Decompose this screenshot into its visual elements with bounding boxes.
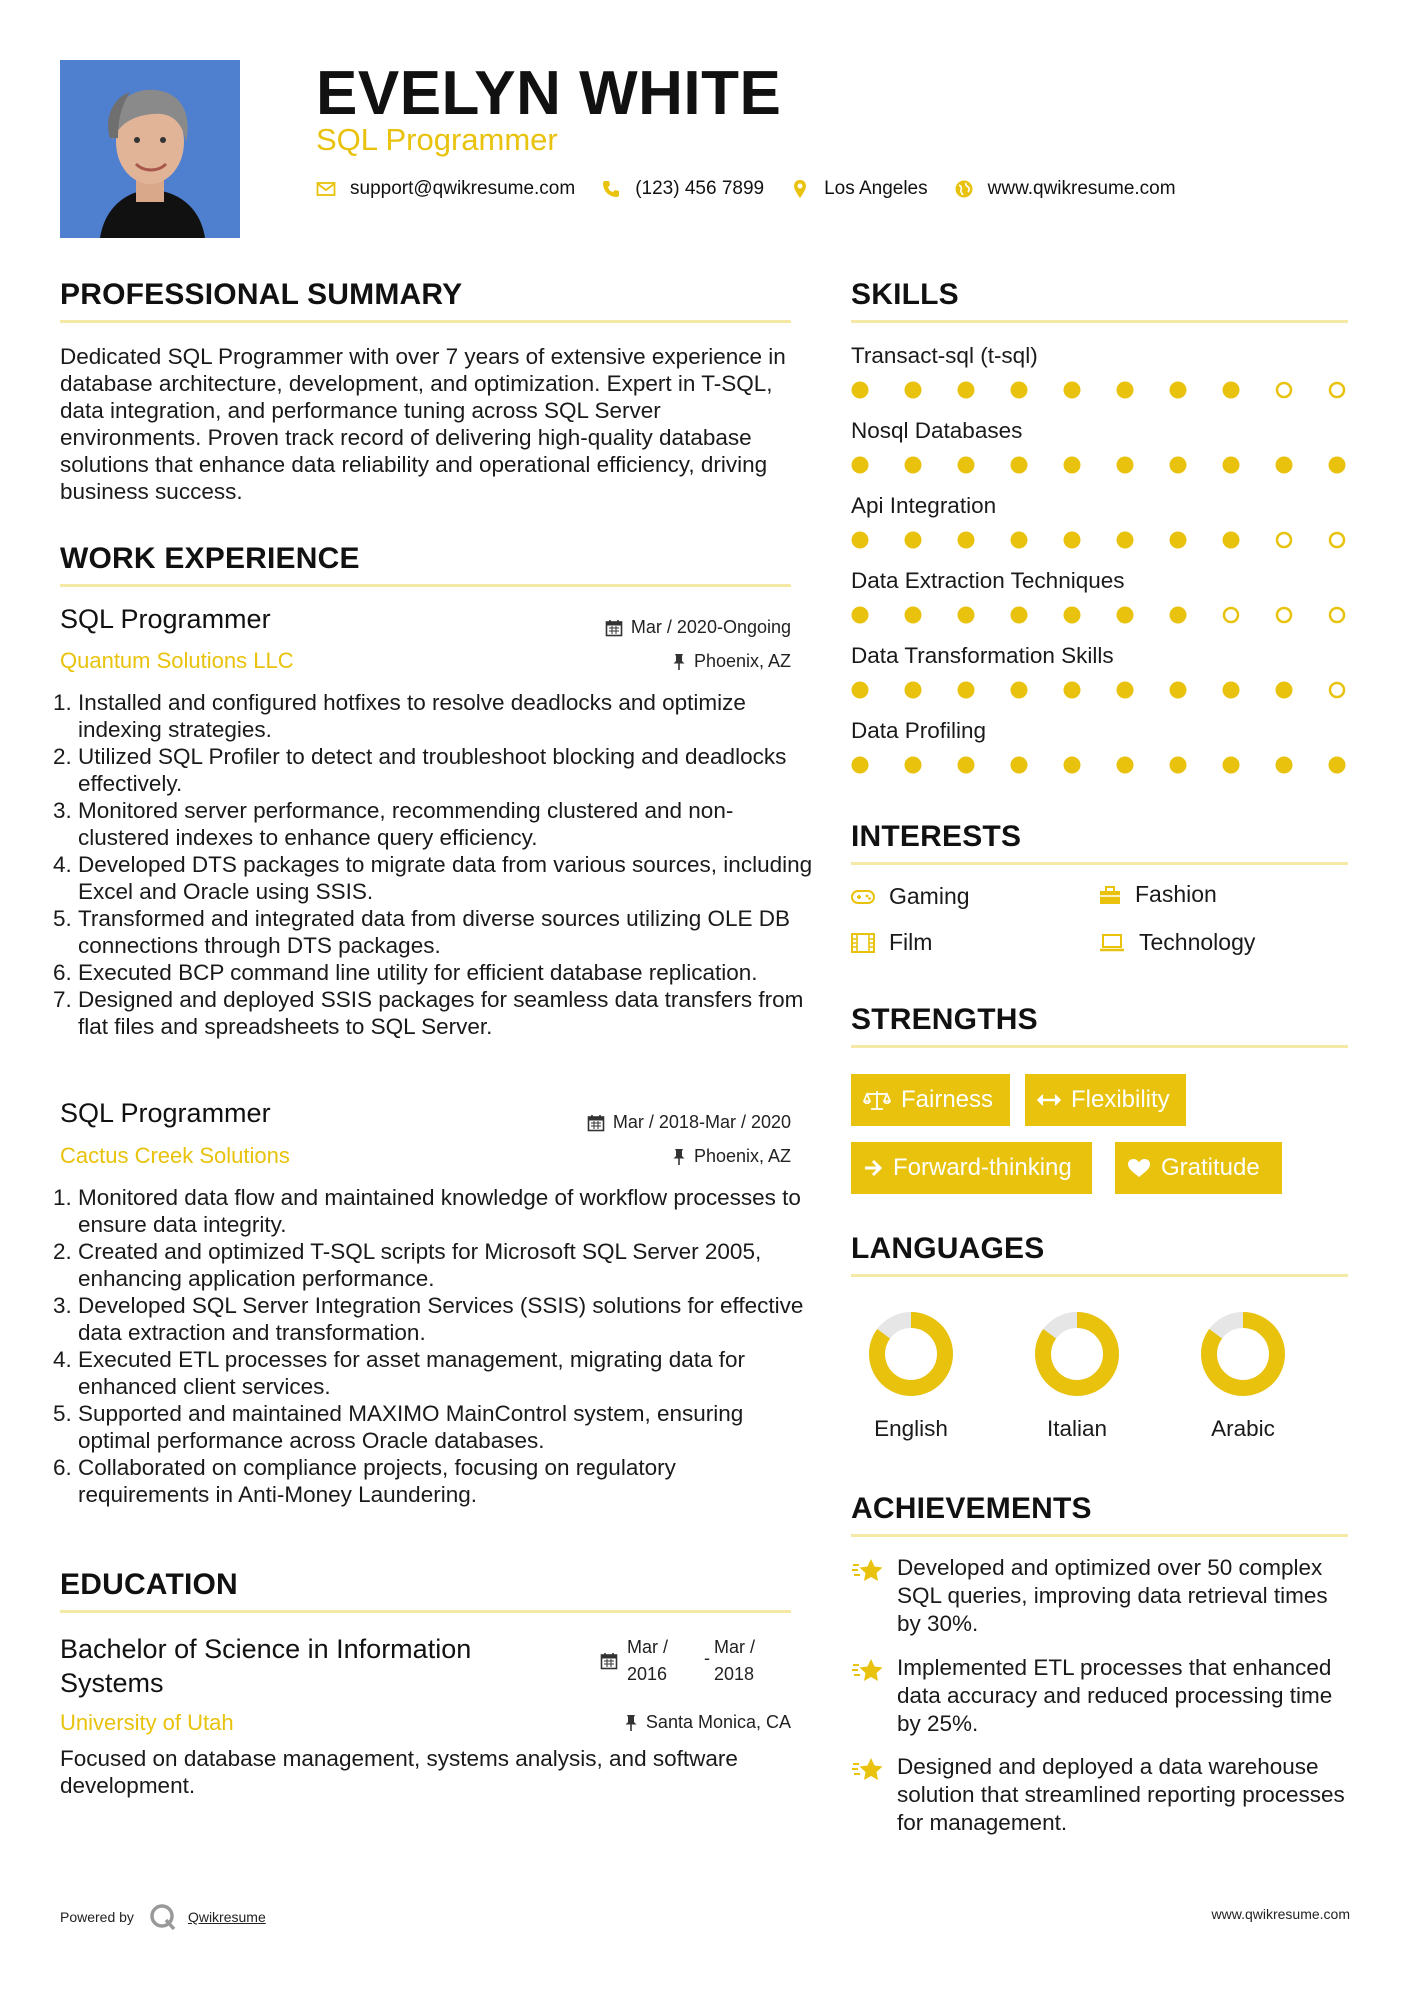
skill-dot-empty [1330,683,1344,697]
education-start-month: Mar / [627,1637,669,1657]
heart-icon [1127,1158,1151,1178]
contact-phone[interactable] [601,178,764,200]
skill-name: Nosql Databases [851,418,1023,443]
strength-label: Flexibility [1071,1086,1170,1113]
languages-heading: LANGUAGES [851,1232,1045,1265]
job-2-dates-text: Mar / 2018-Mar / 2020 [612,1112,791,1132]
skill-dot-filled [1117,682,1134,699]
language-gauge [1197,1308,1289,1400]
education-degree-line: Bachelor of Science in Information [60,1634,472,1664]
skill-rating [851,755,1349,775]
skill-dot-filled [852,607,869,624]
interests-heading: INTERESTS [851,820,1022,853]
interest-label: Gaming [889,883,970,909]
skills-heading: SKILLS [851,278,959,311]
skill-dot-filled [905,607,922,624]
contact-bar [316,178,1202,200]
education-degree-line: Systems [60,1668,164,1698]
skill-dot-empty [1330,383,1344,397]
skill-dot-filled [1276,757,1293,774]
skill-dot-filled [1329,757,1346,774]
skill-dot-filled [1011,457,1028,474]
skill-dot-filled [905,757,922,774]
summary-heading: PROFESSIONAL SUMMARY [60,278,463,311]
interests-divider [851,862,1348,865]
star-award-icon [851,1556,887,1586]
skill-dot-filled [1276,682,1293,699]
skill-dot-filled [905,682,922,699]
skill-dot-filled [958,532,975,549]
interest-label: Film [889,929,933,955]
skill-dot-filled [852,532,869,549]
globe-icon [954,179,974,199]
job-1-company: Quantum Solutions LLC [60,648,294,673]
summary-divider [60,320,791,323]
film-icon [851,933,875,953]
skill-dot-filled [958,757,975,774]
job-1-duties [60,689,813,1040]
strength-fairness [851,1074,1010,1126]
skill-dot-filled [1064,682,1081,699]
interest-fashion [1099,881,1217,908]
job-2-duty: 1. Monitored data flow and maintained knowledge of workflow processes to ensure data integrity. [78,1184,813,1238]
skill-dot-filled [1223,532,1240,549]
skill-dot-filled [1064,532,1081,549]
contact-website[interactable] [954,178,1176,200]
education-location-text: Santa Monica, CA [645,1712,791,1732]
education-school: University of Utah [60,1710,234,1735]
skill-name: Data Extraction Techniques [851,568,1125,593]
interest-gaming [851,883,970,910]
skill-dot-filled [1011,607,1028,624]
skill-dot-filled [1223,457,1240,474]
job-1-location [672,651,791,672]
candidate-title: SQL Programmer [316,122,558,157]
contact-email-text: support@qwikresume.com [350,178,576,199]
skill-dot-empty [1277,383,1291,397]
interest-label: Technology [1139,929,1256,955]
interest-label: Fashion [1135,881,1217,907]
skill-dot-filled [1064,757,1081,774]
skill-dot-filled [1117,607,1134,624]
education-start-date [627,1634,668,1688]
skill-dot-filled [1276,457,1293,474]
job-2-duty: 3. Developed SQL Server Integration Services (SSIS) solutions for effective data extraction and transformation. [78,1292,813,1346]
skill-dot-filled [905,532,922,549]
skill-dot-empty [1224,608,1238,622]
achievements-heading: ACHIEVEMENTS [851,1492,1092,1525]
skill-dot-filled [1170,457,1187,474]
summary-text: Dedicated SQL Programmer with over 7 years of extensive experience in database architecture, development, and optimization. Expert in T-SQL, data integration, and performance tuning across SQL Server environments. Proven track record of delivering high-quality database solutions that enhance data reliability and operational efficiency, driving business success. [60,344,786,504]
strength-label: Gratitude [1161,1154,1260,1181]
interest-technology [1099,929,1255,956]
job-2-role: SQL Programmer [60,1098,271,1128]
skill-rating [851,530,1349,550]
achievement-item [851,1753,1351,1837]
skill-dot-filled [958,382,975,399]
calendar-icon [587,1114,605,1132]
education-location [624,1712,791,1733]
skill-dot-filled [1170,607,1187,624]
pushpin-icon [672,1148,686,1166]
skill-dot-filled [852,757,869,774]
education-end-month: Mar / [714,1637,756,1657]
gamepad-icon [851,889,875,905]
laptop-icon [1099,933,1125,953]
candidate-name: EVELYN WHITE [316,59,782,128]
job-1-dates-text: Mar / 2020-Ongoing [630,617,791,637]
language-gauge [1031,1308,1123,1400]
skill-dot-filled [1170,382,1187,399]
skill-dot-empty [1277,533,1291,547]
skill-rating [851,680,1349,700]
arrows-horizontal-icon [1037,1093,1061,1107]
skill-rating [851,605,1349,625]
job-2-duties [60,1184,813,1508]
job-1-duty: 4. Developed DTS packages to migrate data from various sources, including Excel and Oracle using SSIS. [78,851,813,905]
skill-dot-filled [852,382,869,399]
achievement-text: Designed and deployed a data warehouse solution that streamlined reporting processes for management. [897,1754,1345,1835]
contact-phone-text: (123) 456 7899 [635,178,765,199]
achievement-item [851,1554,1351,1638]
language-name: Italian [1046,1416,1108,1441]
skill-dot-filled [1117,382,1134,399]
strengths-divider [851,1045,1348,1048]
job-1-duty: 7. Designed and deployed SSIS packages for seamless data transfers from flat files and spreadsheets to SQL Server. [78,986,813,1040]
job-2-dates [587,1112,791,1133]
job-1-role: SQL Programmer [60,604,271,634]
language-gauge [865,1308,957,1400]
skill-dot-empty [1330,533,1344,547]
skill-name: Data Transformation Skills [851,643,1114,668]
strength-label: Fairness [901,1086,994,1113]
skills-divider [851,320,1348,323]
skill-dot-filled [1011,532,1028,549]
education-degree [60,1632,580,1700]
arrow-right-icon [863,1159,883,1177]
skill-rating [851,455,1349,475]
interest-film [851,929,932,956]
job-2-duty: 6. Collaborated on compliance projects, focusing on regulatory requirements in Anti-Money Laundering. [78,1454,813,1508]
powered-by-label: Powered by [60,1909,134,1925]
job-2-duty: 5. Supported and maintained MAXIMO MainControl system, ensuring optimal performance across Oracle databases. [78,1400,813,1454]
footer-powered-by [60,1902,266,1932]
language-name: Arabic [1211,1416,1275,1441]
job-1-duty: 5. Transformed and integrated data from diverse sources utilizing OLE DB connections through DTS packages. [78,905,813,959]
strength-label: Forward-thinking [893,1154,1072,1181]
skill-dot-filled [905,382,922,399]
skill-name: Transact-sql (t-sql) [851,343,1038,368]
skill-name: Data Profiling [851,718,987,743]
phone-icon [601,179,621,199]
strength-forward-thinking [851,1142,1092,1194]
skill-dot-filled [1223,757,1240,774]
job-1-duty: 3. Monitored server performance, recommending clustered and non-clustered indexes to enhance query efficiency. [78,797,813,851]
star-award-icon [851,1656,887,1686]
languages-divider [851,1274,1348,1277]
skill-dot-filled [1064,382,1081,399]
skill-dot-filled [1117,757,1134,774]
contact-email[interactable] [316,178,575,200]
skill-dot-filled [1223,682,1240,699]
strength-gratitude [1115,1142,1282,1194]
contact-location [790,178,928,200]
education-text: Focused on database management, systems analysis, and software development. [60,1746,738,1798]
achievement-text: Developed and optimized over 50 complex SQL queries, improving data retrieval times by 30%. [897,1555,1328,1636]
footer-url[interactable]: www.qwikresume.com [1211,1906,1350,1922]
education-start-year: 2016 [627,1664,668,1684]
education-date-dash: - [704,1648,710,1668]
skill-dot-filled [1011,382,1028,399]
skill-dot-empty [1277,608,1291,622]
contact-website-text: www.qwikresume.com [987,178,1176,199]
education-divider [60,1610,791,1613]
skill-dot-filled [958,607,975,624]
contact-location-text: Los Angeles [824,178,928,199]
job-2-location [672,1146,791,1167]
skill-dot-filled [1170,757,1187,774]
job-1-dates [605,617,791,638]
skill-rating [851,380,1349,400]
location-icon [790,179,810,199]
briefcase-icon [1099,884,1121,906]
job-1-duty: 1. Installed and configured hotfixes to resolve deadlocks and optimize indexing strategies. [78,689,813,743]
job-2-company: Cactus Creek Solutions [60,1143,290,1168]
skill-dot-filled [958,682,975,699]
language-name: English [874,1416,948,1441]
job-2-location-text: Phoenix, AZ [693,1146,791,1166]
job-2-duty: 2. Created and optimized T-SQL scripts for Microsoft SQL Server 2005, enhancing application performance. [78,1238,813,1292]
qwikresume-logo-icon [148,1902,178,1932]
calendar-icon [605,619,623,637]
education-end-date [714,1634,755,1688]
skill-dot-filled [1064,607,1081,624]
skill-dot-filled [1117,532,1134,549]
balance-scale-icon [863,1089,891,1111]
education-heading: EDUCATION [60,1568,238,1601]
strength-flexibility [1025,1074,1186,1126]
skill-dot-empty [1330,608,1344,622]
skill-dot-filled [1064,457,1081,474]
skill-dot-filled [1170,682,1187,699]
achievements-divider [851,1534,1348,1537]
education-end-year: 2018 [714,1664,755,1684]
strengths-heading: STRENGTHS [851,1003,1038,1036]
skill-dot-filled [1011,682,1028,699]
pushpin-icon [672,653,686,671]
work-divider [60,584,791,587]
skill-dot-filled [958,457,975,474]
work-heading: WORK EXPERIENCE [60,542,360,575]
skill-dot-filled [1223,382,1240,399]
job-1-duty: 6. Executed BCP command line utility for efficient database replication. [78,959,813,986]
pushpin-icon [624,1714,638,1732]
qwikresume-link[interactable]: Qwikresume [187,1909,266,1925]
email-icon [316,179,336,199]
achievement-text: Implemented ETL processes that enhanced data accuracy and reduced processing time by 25%. [897,1655,1333,1736]
job-1-duty: 2. Utilized SQL Profiler to detect and troubleshoot blocking and deadlocks effectively. [78,743,813,797]
skill-dot-filled [852,457,869,474]
achievement-item [851,1654,1351,1738]
skill-name: Api Integration [851,493,997,518]
calendar-icon [600,1652,618,1670]
skill-dot-filled [1329,457,1346,474]
skill-dot-filled [1117,457,1134,474]
skill-dot-filled [905,457,922,474]
profile-photo [60,60,240,238]
skill-dot-filled [1170,532,1187,549]
skill-dot-filled [1011,757,1028,774]
skill-dot-filled [852,682,869,699]
job-1-location-text: Phoenix, AZ [693,651,791,671]
job-2-duty: 4. Executed ETL processes for asset management, migrating data for enhanced client services. [78,1346,813,1400]
star-award-icon [851,1755,887,1785]
